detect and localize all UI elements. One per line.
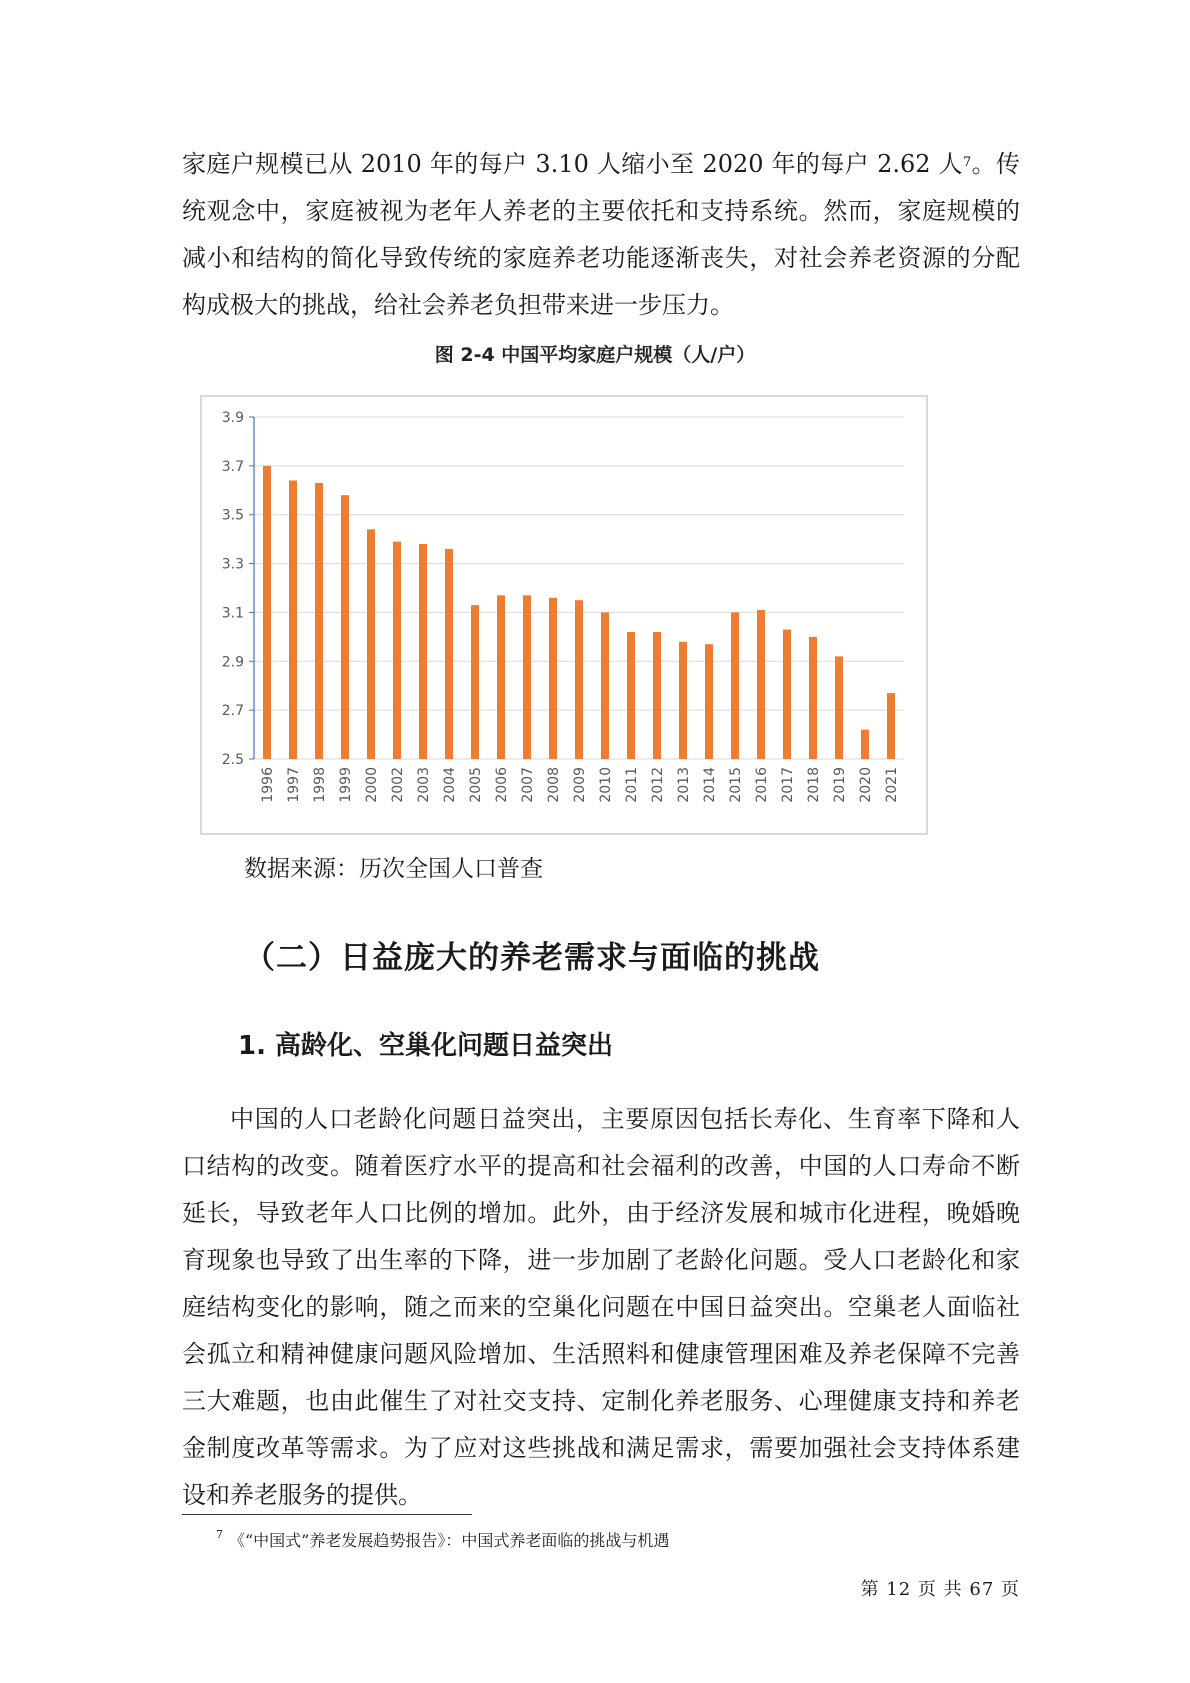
intro-paragraph (182, 141, 1020, 329)
x-tick-label: 2009 (572, 767, 588, 803)
footnote-text: 《“中国式”养老发展趋势报告》：中国式养老面临的挑战与机遇 (229, 1531, 670, 1550)
x-tick-label: 2005 (468, 767, 484, 803)
bar-2011 (627, 632, 635, 759)
bar-2013 (679, 642, 687, 759)
y-tick-label: 2.7 (221, 703, 244, 720)
bar-2016 (757, 610, 765, 759)
bar-1996 (263, 466, 271, 759)
bar-1999 (341, 495, 349, 759)
bar-2002 (393, 542, 401, 759)
subsection-heading: 1. 高龄化、空巢化问题日益突出 (238, 1031, 614, 1061)
bar-2009 (575, 600, 583, 759)
x-tick-label: 2006 (494, 767, 510, 803)
bar-2020 (861, 730, 869, 759)
bar-2014 (705, 644, 713, 759)
footnote-divider (182, 1514, 472, 1515)
x-tick-label: 2007 (520, 767, 536, 803)
footnote-marker: 7 (216, 1528, 223, 1541)
y-tick-label: 3.7 (221, 458, 244, 475)
x-tick-label: 2015 (728, 767, 744, 803)
bar-2007 (523, 595, 531, 759)
chart-svg (202, 397, 926, 833)
figure-title: 图 2-4 中国平均家庭户规模（人/户） (434, 344, 756, 366)
bar-2000 (367, 529, 375, 759)
x-tick-label: 1997 (286, 767, 302, 803)
x-tick-label: 2010 (598, 767, 614, 803)
bar-2012 (653, 632, 661, 759)
bar-1997 (289, 481, 297, 759)
y-tick-label: 3.9 (221, 410, 244, 426)
x-tick-label: 2021 (884, 767, 900, 803)
x-tick-label: 2002 (390, 767, 406, 803)
x-tick-label: 2008 (546, 767, 562, 803)
y-tick-label: 2.9 (221, 654, 244, 671)
x-tick-label: 2018 (806, 767, 822, 803)
x-tick-label: 2020 (858, 767, 874, 803)
bar-2010 (601, 612, 609, 759)
y-tick-label: 3.3 (221, 556, 244, 573)
bar-2004 (445, 549, 453, 759)
intro-text-part1: 家庭户规模已从 2010 年的每户 3.10 人缩小至 2020 年的每户 2.62 人 (182, 150, 963, 178)
x-tick-label: 2017 (780, 767, 796, 803)
x-tick-label: 2013 (676, 767, 692, 803)
x-tick-label: 2016 (754, 767, 770, 803)
bar-2015 (731, 612, 739, 759)
x-tick-label: 1996 (260, 767, 276, 803)
data-source: 数据来源：历次全国人口普查 (244, 856, 543, 882)
bar-2018 (809, 637, 817, 759)
x-tick-label: 2012 (650, 767, 666, 803)
page-number: 第 12 页 共 67 页 (860, 1579, 1020, 1600)
bar-2017 (783, 630, 791, 759)
bar-2006 (497, 595, 505, 759)
section-heading: （二）日益庞大的养老需求与面临的挑战 (244, 940, 820, 976)
footnote (216, 1528, 669, 1551)
bar-2021 (887, 693, 895, 759)
x-tick-label: 1998 (312, 767, 328, 803)
x-tick-label: 2003 (416, 767, 432, 803)
footnote-ref[interactable]: 7 (962, 155, 972, 170)
x-tick-label: 2004 (442, 767, 458, 803)
bar-1998 (315, 483, 323, 759)
bar-2005 (471, 605, 479, 759)
bar-2019 (835, 656, 843, 759)
intro-text-part2: 。传统观念中，家庭被视为老年人养老的主要依托和支持系统。然而，家庭规模的减小和结构的简化导致传统的家庭养老功能逐渐丧失，对社会养老资源的分配构成极大的挑战，给社会养老负担带来进一步压力。 (182, 150, 1021, 319)
body-paragraph: 中国的人口老龄化问题日益突出，主要原因包括长寿化、生育率下降和人口结构的改变。随着医疗水平的提高和社会福利的改善，中国的人口寿命不断延长，导致老年人口比例的增加。此外，由于经济发展和城市化进程，晚婚晚育现象也导致了出生率的下降，进一步加剧了老龄化问题。受人口老龄化和家庭结构变化的影响，随之而来的空巢化问题在中国日益突出。空巢老人面临社会孤立和精神健康问题风险增加、生活照料和健康管理困难及养老保障不完善三大难题，也由此催生了对社交支持、定制化养老服务、心理健康支持和养老金制度改革等需求。为了应对这些挑战和满足需求，需要加强社会支持体系建设和养老服务的提供。 (182, 1105, 1020, 1509)
bar-2003 (419, 544, 427, 759)
bar-2008 (549, 598, 557, 759)
y-tick-label: 3.1 (221, 605, 244, 622)
bar-chart (200, 395, 928, 835)
x-tick-label: 2011 (624, 767, 640, 803)
y-tick-label: 2.5 (221, 752, 244, 768)
x-tick-label: 2014 (702, 767, 718, 803)
y-tick-label: 3.5 (221, 507, 244, 524)
x-tick-label: 2019 (832, 767, 848, 803)
x-tick-label: 1999 (338, 767, 354, 803)
x-tick-label: 2000 (364, 767, 380, 803)
